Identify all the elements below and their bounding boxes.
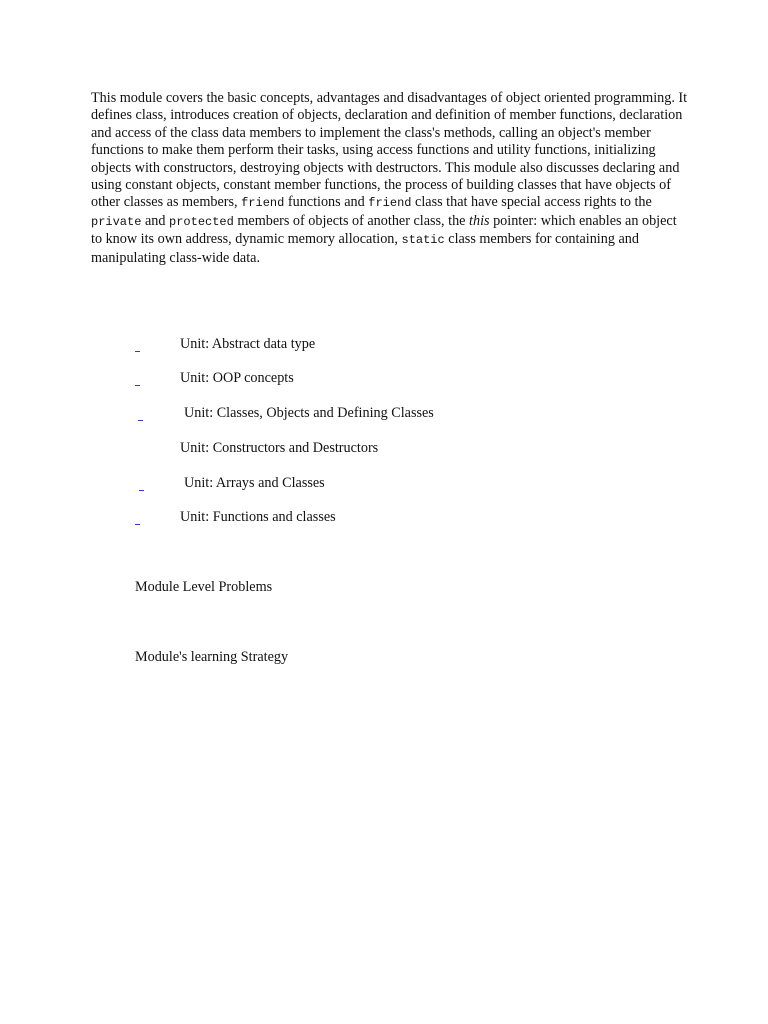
intro-text: class members for containing and manipulating class-wide data. [91, 231, 639, 266]
module-intro-paragraph [91, 90, 691, 267]
code-friend: friend [368, 196, 412, 211]
intro-text: This module covers the basic concepts, advantages and disadvantages of object oriented programming. It defines class, introduces creation of objects, declaration and definition of member functions, declaration and access of the class data members to implement the class's methods, calling an object's member functions to make them perform their tasks, using access functions and utility functions, initializing objects with constructors, destroying objects with destructors. This module also discusses declaring and using constant objects, constant member functions, the process of building classes that have objects of other classes as members, [91, 90, 688, 211]
intro-text: and [141, 212, 170, 229]
code-static: static [401, 233, 445, 248]
code-private: private [91, 214, 142, 229]
unit-link-marker[interactable] [138, 408, 143, 421]
unit-link-marker[interactable] [135, 373, 140, 386]
italic-this: this [469, 212, 490, 229]
unit-link-marker[interactable] [135, 339, 140, 352]
code-friend: friend [241, 196, 285, 211]
intro-text: pointer: which enables an object to know its own address, dynamic memory allocation, [91, 212, 677, 248]
unit-link-marker[interactable] [135, 512, 140, 525]
code-protected: protected [169, 214, 234, 229]
unit-label[interactable]: Unit: Arrays and Classes [184, 475, 325, 491]
unit-label: Unit: Constructors and Destructors [180, 440, 379, 456]
module-level-problems[interactable]: Module Level Problems [135, 579, 273, 595]
intro-text: class that have special access rights to the [411, 194, 652, 211]
unit-label[interactable]: Unit: OOP concepts [180, 370, 294, 386]
intro-text: functions and [284, 194, 369, 211]
module-learning-strategy[interactable]: Module's learning Strategy [135, 649, 289, 665]
unit-link-marker[interactable] [139, 478, 144, 491]
unit-label[interactable]: Unit: Classes, Objects and Defining Classes [184, 405, 434, 421]
unit-label[interactable]: Unit: Functions and classes [180, 509, 336, 525]
unit-label[interactable]: Unit: Abstract data type [180, 336, 316, 352]
intro-text: members of objects of another class, the [233, 212, 470, 229]
